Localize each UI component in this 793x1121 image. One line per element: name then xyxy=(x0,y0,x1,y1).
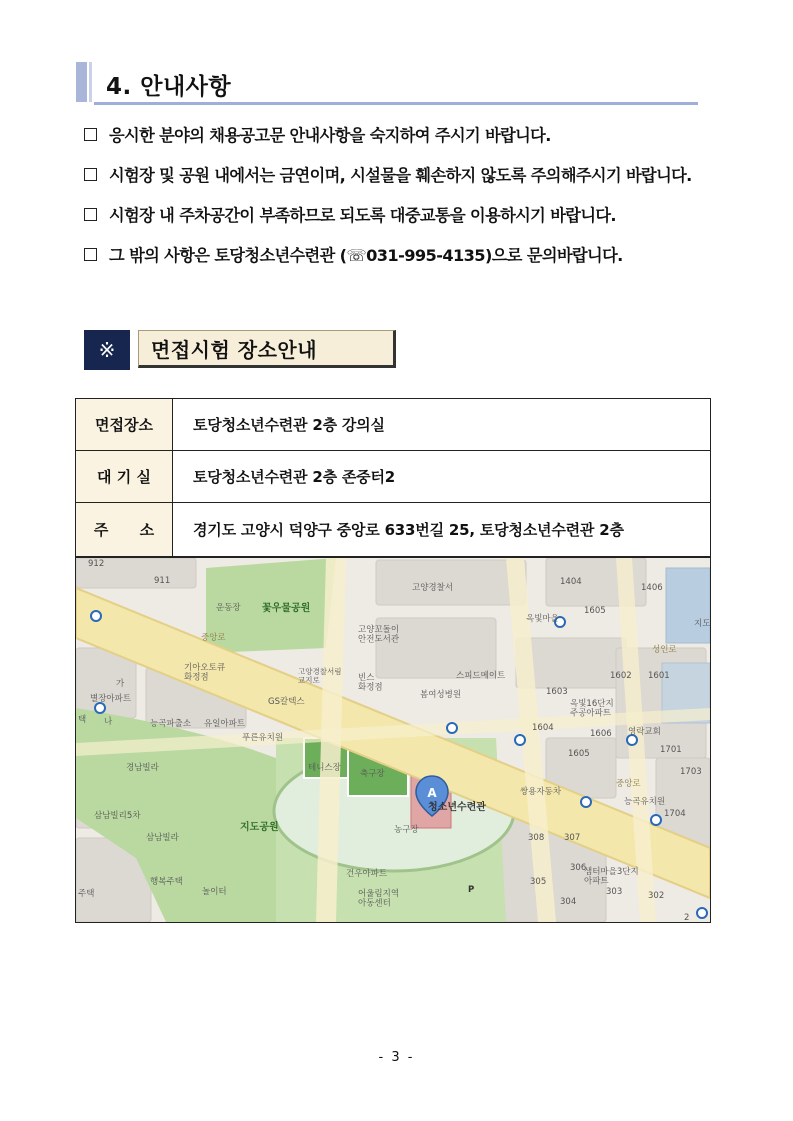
label: 1603 xyxy=(546,687,568,697)
label: 고양경찰서림 교지로 xyxy=(298,667,342,685)
label: 1704 xyxy=(664,809,686,819)
marker-letter: A xyxy=(427,786,437,800)
label: 305 xyxy=(530,877,547,887)
label: 택 xyxy=(78,715,87,725)
label: 능곡파출소 xyxy=(150,719,192,729)
label: 912 xyxy=(88,559,105,569)
label: 놀이터 xyxy=(202,887,227,897)
notice-item xyxy=(84,194,724,234)
venue-key: 면접장소 xyxy=(76,399,173,451)
label: 영락교회 xyxy=(628,727,661,737)
label: 축구장 xyxy=(360,769,385,779)
heading-accent-bar xyxy=(76,62,87,102)
section-heading xyxy=(76,62,698,104)
label: 옥빛16단지 주공아파트 xyxy=(570,699,614,719)
checkbox-square-icon xyxy=(84,248,97,261)
label: 1605 xyxy=(568,749,590,759)
label: GS칼텍스 xyxy=(268,697,305,707)
label: 1604 xyxy=(532,723,554,733)
table-row xyxy=(76,503,711,557)
label: 삼남빌라 xyxy=(146,833,179,843)
address-key: 주 소 xyxy=(76,503,173,557)
reference-mark-icon: ※ xyxy=(84,330,130,370)
label: 1602 xyxy=(610,671,632,681)
label: 건우아파트 xyxy=(346,869,388,879)
label: 1601 xyxy=(648,671,670,681)
label: 능곡유치원 xyxy=(624,797,666,807)
label: 중앙로 xyxy=(201,633,226,643)
table-row xyxy=(76,451,711,503)
map-canvas xyxy=(76,558,710,922)
notice-text: 시험장 내 주차공간이 부족하므로 되도록 대중교통을 이용하시기 바랍니다. xyxy=(109,206,616,225)
label: 옥빛마을 xyxy=(526,614,559,624)
label: 307 xyxy=(564,833,581,843)
notice-text: 그 밖의 사항은 토당청소년수련관 (☏031-995-4135)으로 문의바랍니다. xyxy=(109,246,623,265)
label: 테니스장 xyxy=(308,763,341,773)
venue-value: 토당청소년수련관 2층 강의실 xyxy=(173,399,711,451)
label: 1606 xyxy=(590,729,612,739)
label: 1703 xyxy=(680,767,702,777)
waiting-value: 토당청소년수련관 2층 존중터2 xyxy=(173,451,711,503)
label: 나 xyxy=(104,717,113,727)
label: 고양꼬돌이 안전도서관 xyxy=(358,625,400,645)
notice-text: 응시한 분야의 채용공고문 안내사항을 숙지하여 주시기 바랍니다. xyxy=(109,126,551,145)
label: 1605 xyxy=(584,606,606,616)
label: 302 xyxy=(648,891,665,901)
label: 기아오토큐 화정점 xyxy=(184,663,226,683)
label: 지도공원 xyxy=(240,822,279,833)
notice-item xyxy=(84,154,724,194)
waiting-key: 대 기 실 xyxy=(76,451,173,503)
heading-accent-bar-light xyxy=(89,62,92,102)
label: 가 xyxy=(116,679,125,689)
label: 1701 xyxy=(660,745,682,755)
parking-icon: P xyxy=(468,885,475,895)
page-number: - 3 - xyxy=(378,1050,415,1065)
label: 2 xyxy=(684,913,690,922)
label: 청소년수련관 xyxy=(428,802,486,813)
label: 어울림지역 아동센터 xyxy=(358,889,400,909)
label: 농구장 xyxy=(394,825,419,835)
label: 주택 xyxy=(78,889,95,899)
label: 삼남빌리5차 xyxy=(94,811,141,821)
label: 쌍용자동차 xyxy=(520,787,562,797)
label: 경남빌라 xyxy=(126,763,159,773)
checkbox-square-icon xyxy=(84,128,97,141)
address-value: 경기도 고양시 덕양구 중앙로 633번길 25, 토당청소년수련관 2층 xyxy=(173,503,711,557)
label: 샘터마을3단지 아파트 xyxy=(584,867,639,887)
label: 1406 xyxy=(641,583,663,593)
label: 304 xyxy=(560,897,577,907)
label: 306 xyxy=(570,863,587,873)
table-row xyxy=(76,399,711,451)
label: 푸른유치원 xyxy=(242,733,284,743)
label: 중앙로 xyxy=(616,779,641,789)
label: 911 xyxy=(154,576,171,586)
label: 봄여성병원 xyxy=(420,690,462,700)
venue-info-table xyxy=(75,398,711,557)
label: 유일아파트 xyxy=(204,719,246,729)
notice-item xyxy=(84,234,724,274)
heading-underline xyxy=(94,102,698,105)
checkbox-square-icon xyxy=(84,168,97,181)
label: 운동장 xyxy=(216,603,241,613)
notice-text: 시험장 및 공원 내에서는 금연이며, 시설물을 훼손하지 않도록 주의해주시기 바랍니다. xyxy=(109,166,692,185)
notice-list xyxy=(84,114,724,274)
venue-header xyxy=(84,330,400,372)
label: 행복주택 xyxy=(150,877,183,887)
label: 별장아파트 xyxy=(90,694,132,704)
label: 성인로 xyxy=(652,645,677,655)
location-map[interactable] xyxy=(75,557,711,923)
checkbox-square-icon xyxy=(84,208,97,221)
label: 지도 xyxy=(694,619,710,629)
label: 꽃우물공원 xyxy=(262,603,311,614)
label: 스피드메이트 xyxy=(456,671,506,681)
venue-header-title: 면접시험 장소안내 xyxy=(138,330,396,368)
blue-building xyxy=(666,568,710,643)
notice-item xyxy=(84,114,724,154)
label: 고양경찰서 xyxy=(412,583,454,593)
label: 빈스 화정점 xyxy=(358,673,383,693)
section-title: 4. 안내사항 xyxy=(106,74,232,100)
label: 308 xyxy=(528,833,545,843)
label: 303 xyxy=(606,887,623,897)
label: 1404 xyxy=(560,577,582,587)
